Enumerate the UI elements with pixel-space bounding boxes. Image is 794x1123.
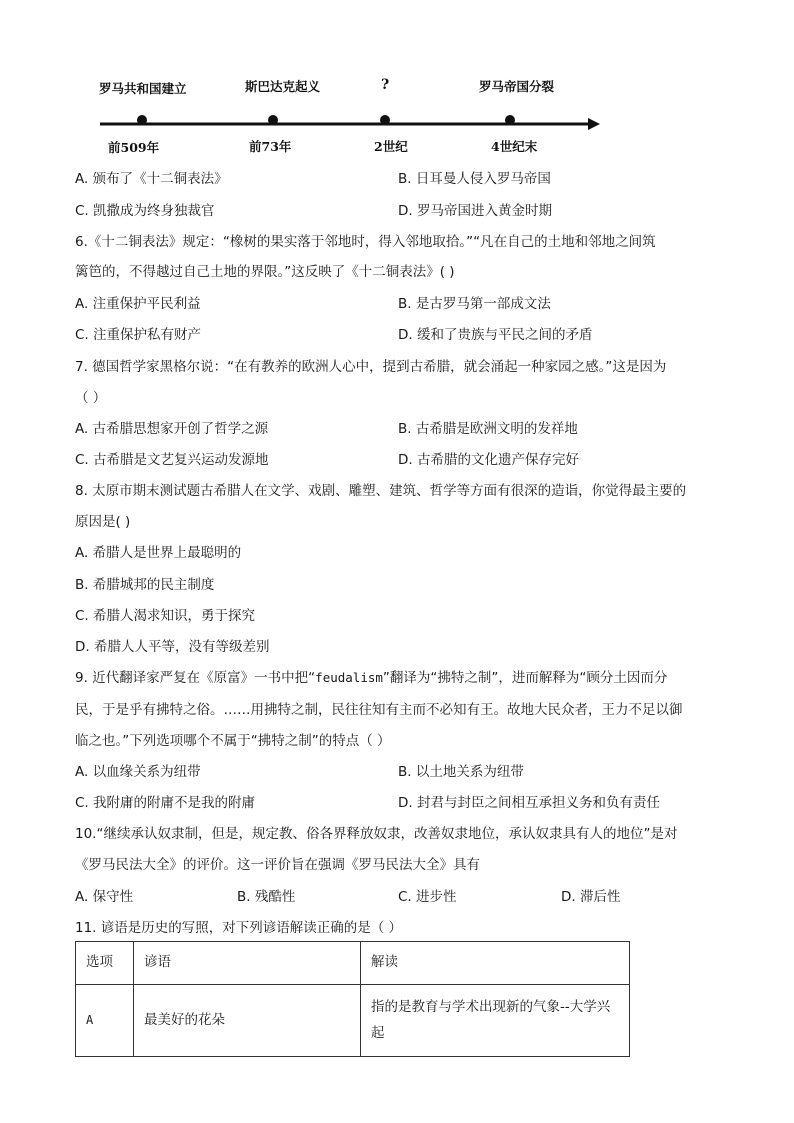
timeline-dot [268,115,278,125]
q8-stem-line2: 原因是( ) [75,514,131,530]
timeline-top-label: 斯巴达克起义 [245,79,321,94]
q10-stem-line2: 《罗马民法大全》的评价。这一评价旨在强调《罗马民法大全》具有 [75,857,480,873]
q7-stem-line1: 7. 德国哲学家黑格尔说：“在有教养的欧洲人心中，提到古希腊，就会涌起一种家园之感。”这是因为 [75,359,667,375]
timeline-arrow-icon [588,118,600,130]
table-header-cell: 谚语 [134,942,361,985]
q6-option-d: D. 缓和了贵族与平民之间的矛盾 [398,327,593,343]
q7-stem-line2: （ ） [75,390,107,406]
table-header-cell: 解读 [361,942,630,985]
q5-option-b: B. 日耳曼人侵入罗马帝国 [398,171,551,187]
table-cell: 最美好的花朵 [134,985,361,1057]
q5-option-d: D. 罗马帝国进入黄金时期 [398,203,552,219]
q10-option-a: A. 保守性 [75,889,134,905]
q9-option-a: A. 以血缘关系为纽带 [75,764,201,780]
q9-option-d: D. 封君与封臣之间相互承担义务和负有责任 [398,795,660,811]
q9-stem-pre: 9. 近代翻译家严复在《原富》一书中把“ [75,670,316,686]
q6-option-a: A. 注重保护平民利益 [75,296,201,312]
timeline-bottom-label: 前73年 [249,139,292,154]
q7-option-b: B. 古希腊是欧洲文明的发祥地 [398,421,578,437]
q9-stem-line2: 民，于是乎有拂特之俗。……用拂特之制，民往往知有主而不必知有王。故地大民众者，王力不足以御 [75,702,683,718]
q8-option-c: C. 希腊人渴求知识，勇于探究 [75,608,256,624]
q6-option-b: B. 是古罗马第一部成文法 [398,296,551,312]
timeline-dot [505,115,515,125]
timeline-dot [380,115,390,125]
q10-option-d: D. 滞后性 [561,889,621,905]
q9-stem-line3: 临之也。”下列选项哪个不属于“拂特之制”的特点（ ） [75,733,391,749]
q6-option-c: C. 注重保护私有财产 [75,327,202,343]
timeline-bottom-label: 前509年 [108,140,160,155]
q9-stem-line1 [75,666,667,686]
timeline-top-label: 罗马帝国分裂 [479,79,555,94]
q6-stem-line1: 6.《十二铜表法》规定：“橡树的果实落于邻地时，得入邻地取拾。”“凡在自己的土地和邻地之间筑 [75,234,656,250]
q9-stem-term: feudalism [315,670,383,685]
q10-stem-line1: 10.“继续承认奴隶制，但是，规定教、俗各界释放奴隶，改善奴隶地位，承认奴隶具有人的地位”是对 [75,826,678,842]
timeline-top-label: 罗马共和国建立 [99,81,187,96]
q10-option-b: B. 残酷性 [237,889,296,905]
q11-stem-line1: 11. 谚语是历史的写照，对下列谚语解读正确的是（ ） [75,920,403,936]
table-cell-explanation [361,985,630,1057]
timeline-bottom-label: 4世纪末 [491,139,538,154]
table-cell-line: 起 [371,1024,385,1041]
q5-option-c: C. 凯撒成为终身独裁官 [75,203,215,219]
table-header-cell: 选项 [76,942,134,985]
timeline-dot [137,115,147,125]
q8-option-b: B. 希腊城邦的民主制度 [75,577,215,593]
table-cell-line: 指的是教育与学术出现新的气象--大学兴 [371,998,611,1015]
q8-stem-line1: 8. 太原市期末测试题古希腊人在文学、戏剧、雕塑、建筑、哲学等方面有很深的造诣，你觉得最主要的 [75,483,687,499]
timeline-top-label: ? [381,77,390,93]
q9-option-c: C. 我附庸的附庸不是我的附庸 [75,795,256,811]
q10-option-c: C. 进步性 [398,889,457,905]
table-cell: A [76,985,134,1057]
table-row [76,985,630,1057]
q9-stem-post: ”翻译为“拂特之制”，进而解释为“顾分土因而分 [382,670,668,686]
q8-option-d: D. 希腊人人平等，没有等级差别 [75,639,270,655]
q5-option-a: A. 颁布了《十二铜表法》 [75,171,228,187]
q6-stem-line2: 篱笆的，不得越过自己土地的界限。”这反映了《十二铜表法》( ) [75,264,455,280]
q7-option-c: C. 古希腊是文艺复兴运动发源地 [75,452,269,468]
q7-option-d: D. 古希腊的文化遗产保存完好 [398,452,579,468]
timeline-bottom-label: 2世纪 [374,139,408,154]
q9-option-b: B. 以土地关系为纽带 [398,764,524,780]
q11-table [75,941,630,1057]
q7-option-a: A. 古希腊思想家开创了哲学之源 [75,421,269,437]
table-header-row [76,942,630,985]
q8-option-a: A. 希腊人是世界上最聪明的 [75,545,242,561]
